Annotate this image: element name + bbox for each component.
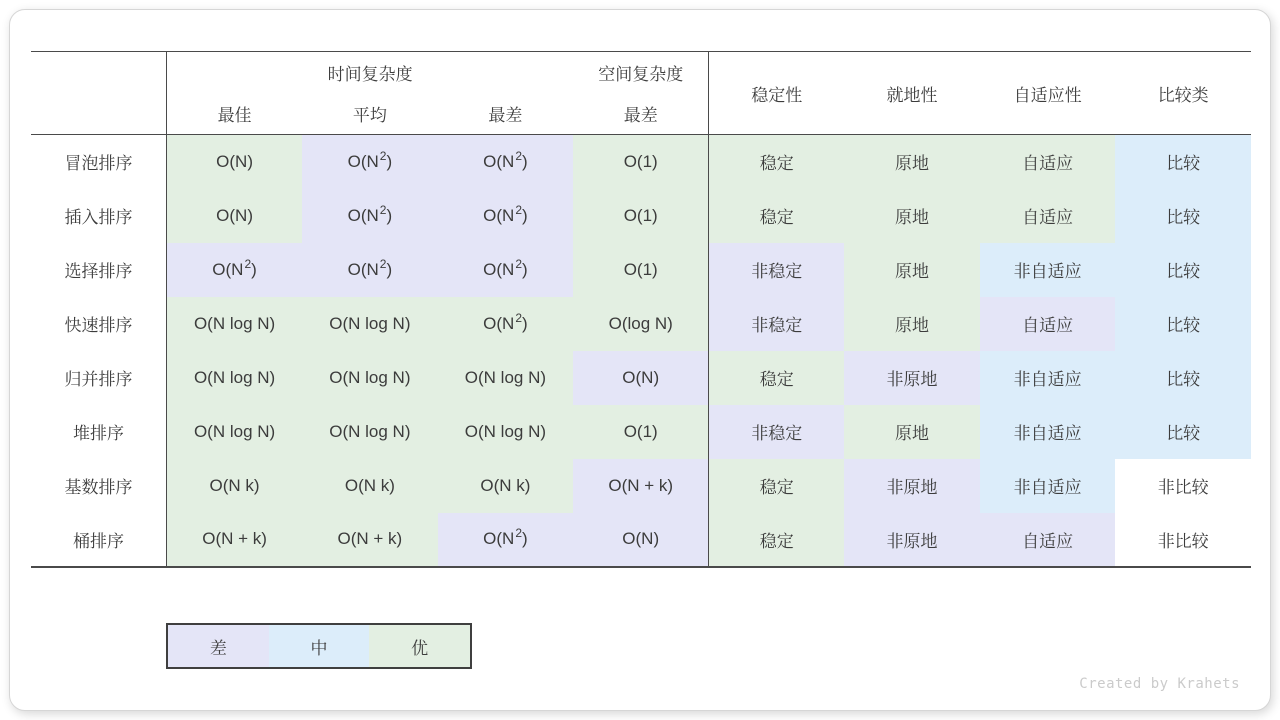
table-cell: 非比较: [1115, 513, 1251, 567]
row-label: 桶排序: [31, 513, 167, 567]
table-cell: 非自适应: [980, 351, 1116, 405]
table-cell: 非稳定: [709, 405, 845, 459]
row-label: 冒泡排序: [31, 135, 167, 189]
table-cell: O(1): [573, 405, 709, 459]
row-label: 插入排序: [31, 189, 167, 243]
table-cell: O(N log N): [167, 297, 303, 351]
table-cell: 自适应: [980, 513, 1116, 567]
legend-item-good: 优: [369, 625, 470, 667]
table-cell: O(N): [573, 513, 709, 567]
table-cell: O(1): [573, 243, 709, 297]
property-header: 就地性: [844, 52, 980, 135]
table-cell: O(N): [167, 135, 303, 189]
table-cell: 自适应: [980, 135, 1116, 189]
table-cell: 稳定: [709, 351, 845, 405]
table-cell: $O(N^2)$: [302, 189, 438, 243]
table-cell: 原地: [844, 189, 980, 243]
table-cell: 原地: [844, 243, 980, 297]
column-group-header: 时间复杂度: [327, 64, 413, 84]
table-cell: 稳定: [709, 189, 845, 243]
table-cell: 非自适应: [980, 459, 1116, 513]
legend-item-bad: 差: [168, 625, 269, 667]
table-cell: 比较: [1115, 243, 1251, 297]
table-cell: $O(N^2)$: [438, 243, 574, 297]
table-cell: $O(N^2)$: [302, 243, 438, 297]
table-row: [31, 513, 1251, 567]
superscript-2: 2: [515, 310, 522, 325]
table-cell: 稳定: [709, 135, 845, 189]
table-cell: O(N log N): [167, 405, 303, 459]
table-cell: O(N k): [438, 459, 574, 513]
superscript-2: 2: [244, 256, 252, 271]
table-cell: 比较: [1115, 189, 1251, 243]
superscript-2: 2: [515, 256, 522, 271]
figure-card: [9, 9, 1271, 711]
table-cell: $O(N^2)$: [438, 189, 574, 243]
row-label: 归并排序: [31, 351, 167, 405]
row-label: 堆排序: [31, 405, 167, 459]
table-cell: O(log N): [573, 297, 709, 351]
property-header: 比较类: [1115, 52, 1251, 135]
table-cell: O(N log N): [302, 351, 438, 405]
table-row: [31, 459, 1251, 513]
superscript-2: 2: [515, 526, 522, 540]
header-group-row: [31, 52, 1251, 93]
table-cell: O(1): [573, 189, 709, 243]
property-header: 自适应性: [980, 52, 1116, 135]
table-row: [31, 351, 1251, 405]
table-cell: 原地: [844, 405, 980, 459]
table-row: [31, 243, 1251, 297]
corner-cell: [31, 52, 167, 135]
table-cell: O(N + k): [302, 513, 438, 567]
table-row: [31, 189, 1251, 243]
superscript-2: 2: [379, 202, 387, 217]
table-cell: 非稳定: [709, 243, 845, 297]
table-cell: 自适应: [980, 297, 1116, 351]
row-label: 快速排序: [31, 297, 167, 351]
table-cell: O(N log N): [302, 405, 438, 459]
table-head: [31, 52, 1251, 135]
superscript-2: 2: [515, 202, 522, 217]
legend-item-mid: 中: [269, 625, 370, 667]
table-cell: 比较: [1115, 297, 1251, 351]
sub-header: 平均: [302, 93, 438, 135]
table-cell: 比较: [1115, 351, 1251, 405]
table-cell: 自适应: [980, 189, 1116, 243]
superscript-2: 2: [379, 256, 387, 271]
table-row: [31, 297, 1251, 351]
table-cell: O(N log N): [438, 351, 574, 405]
superscript-2: 2: [515, 148, 522, 163]
table-cell: $O(N^2)$: [167, 243, 303, 297]
table-cell: 非原地: [844, 459, 980, 513]
sub-header: 最佳: [167, 93, 303, 135]
table-cell: 原地: [844, 135, 980, 189]
legend: [166, 623, 472, 669]
sub-header: 最差: [438, 93, 574, 135]
table-cell: O(N): [573, 351, 709, 405]
row-label: 基数排序: [31, 459, 167, 513]
table-cell: 稳定: [709, 459, 845, 513]
table-cell: $O(N^2)$: [438, 135, 574, 189]
table-cell: O(N log N): [302, 297, 438, 351]
row-label: 选择排序: [31, 243, 167, 297]
table-body: [31, 135, 1251, 567]
table-cell: $O(N^2)$: [302, 135, 438, 189]
sorting-comparison-table: [31, 51, 1251, 568]
table-cell: 原地: [844, 297, 980, 351]
credit-text: Created by Krahets: [1079, 676, 1240, 692]
table-cell: 比较: [1115, 405, 1251, 459]
table-cell: 稳定: [709, 513, 845, 567]
table-cell: O(N k): [167, 459, 303, 513]
sub-header: 最差: [573, 93, 709, 135]
table-cell: 非自适应: [980, 405, 1116, 459]
table-cell: 比较: [1115, 135, 1251, 189]
column-group-header: 空间复杂度: [573, 52, 709, 93]
table-cell: O(N + k): [167, 513, 303, 567]
table-cell: 非稳定: [709, 297, 845, 351]
table-cell: O(N + k): [573, 459, 709, 513]
table-row: [31, 135, 1251, 189]
table-cell: 非原地: [844, 351, 980, 405]
table-cell: 非比较: [1157, 478, 1209, 497]
table-cell: O(N log N): [438, 405, 574, 459]
table-cell: O(N k): [302, 459, 438, 513]
table-cell: 非原地: [844, 513, 980, 567]
table-cell: O(1): [573, 135, 709, 189]
table-cell: $O(N^2)$: [438, 513, 574, 567]
table-cell: O(N log N): [167, 351, 303, 405]
superscript-2: 2: [379, 148, 387, 163]
table-row: [31, 405, 1251, 459]
table-cell: O(N): [167, 189, 303, 243]
table-cell: 非自适应: [980, 243, 1116, 297]
table-cell: $O(N^2)$: [438, 297, 574, 351]
property-header: 稳定性: [709, 52, 845, 135]
